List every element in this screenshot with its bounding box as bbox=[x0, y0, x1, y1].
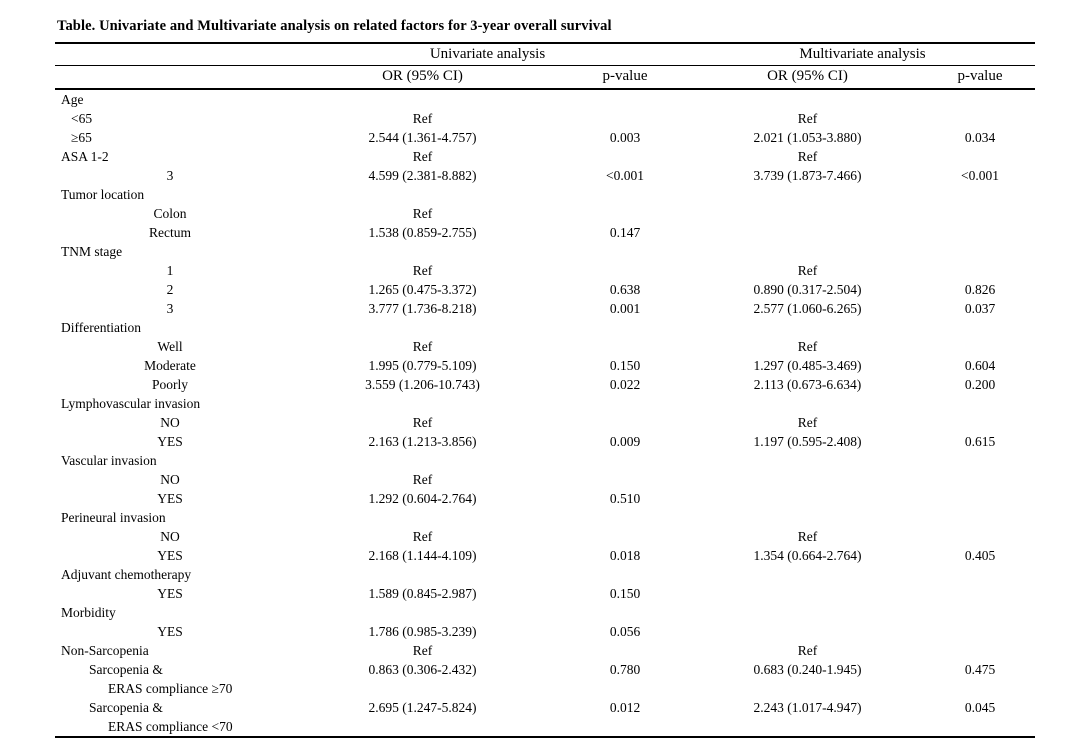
univariate-p-cell bbox=[560, 394, 690, 413]
multivariate-or-cell bbox=[690, 717, 925, 737]
univariate-p-cell: 0.150 bbox=[609, 358, 641, 373]
table-row bbox=[55, 147, 1035, 166]
univariate-or-cell bbox=[285, 508, 560, 527]
row-label-cell: ASA 1-2 bbox=[61, 149, 109, 164]
multivariate-p-cell bbox=[925, 109, 1035, 128]
univariate-p-cell: <0.001 bbox=[606, 168, 644, 183]
row-label-cell: NO bbox=[160, 529, 180, 544]
table-row bbox=[55, 717, 1035, 737]
multivariate-p-cell bbox=[925, 489, 1035, 508]
univariate-or-cell bbox=[285, 242, 560, 261]
table-row bbox=[55, 584, 1035, 603]
univariate-p-cell: 0.147 bbox=[609, 225, 641, 240]
univariate-p-cell bbox=[560, 204, 690, 223]
univariate-p-cell bbox=[560, 508, 690, 527]
univariate-p-cell: 0.003 bbox=[609, 130, 641, 145]
multivariate-or-cell bbox=[690, 508, 925, 527]
univariate-p-cell: 0.018 bbox=[609, 548, 641, 563]
univariate-p-cell bbox=[560, 89, 690, 109]
multivariate-p-cell bbox=[925, 679, 1035, 698]
univariate-or-cell: Ref bbox=[412, 111, 433, 126]
multivariate-p-cell bbox=[925, 508, 1035, 527]
univariate-p-cell bbox=[560, 318, 690, 337]
multivariate-p-cell bbox=[925, 89, 1035, 109]
row-label-cell: YES bbox=[157, 624, 183, 639]
table-row bbox=[55, 603, 1035, 622]
univariate-p-cell bbox=[560, 242, 690, 261]
univariate-or-cell bbox=[285, 185, 560, 204]
univariate-or-cell: Ref bbox=[412, 339, 433, 354]
multivariate-group-header: Multivariate analysis bbox=[690, 43, 1035, 65]
univariate-p-cell: 0.510 bbox=[609, 491, 641, 506]
univariate-or-cell: 3.559 (1.206-10.743) bbox=[365, 377, 480, 392]
multivariate-or-cell: 2.577 (1.060-6.265) bbox=[753, 301, 862, 316]
univariate-or-cell: 1.786 (0.985-3.239) bbox=[368, 624, 477, 639]
table-row bbox=[55, 432, 1035, 451]
row-label-cell: ERAS compliance ≥70 bbox=[108, 681, 233, 696]
multivariate-p-cell: 0.615 bbox=[964, 434, 996, 449]
univariate-or-cell: Ref bbox=[412, 529, 433, 544]
table-row bbox=[55, 356, 1035, 375]
univariate-p-header: p-value bbox=[560, 65, 690, 89]
multivariate-or-cell bbox=[690, 185, 925, 204]
univariate-p-cell: 0.150 bbox=[609, 586, 641, 601]
row-label-cell: Colon bbox=[153, 206, 187, 221]
table-row bbox=[55, 299, 1035, 318]
multivariate-p-cell bbox=[925, 185, 1035, 204]
multivariate-p-cell bbox=[925, 584, 1035, 603]
univariate-or-cell: 2.695 (1.247-5.824) bbox=[368, 700, 477, 715]
multivariate-or-cell: 2.021 (1.053-3.880) bbox=[753, 130, 862, 145]
multivariate-or-cell: Ref bbox=[797, 339, 818, 354]
table-row bbox=[55, 622, 1035, 641]
multivariate-or-cell bbox=[690, 622, 925, 641]
univariate-or-cell bbox=[285, 89, 560, 109]
row-label-cell: Differentiation bbox=[61, 320, 141, 335]
row-label-cell: 3 bbox=[166, 168, 174, 183]
row-label-cell: 3 bbox=[166, 301, 174, 316]
univariate-p-cell bbox=[560, 337, 690, 356]
multivariate-or-cell bbox=[690, 603, 925, 622]
univariate-or-cell bbox=[285, 603, 560, 622]
multivariate-or-cell: 0.683 (0.240-1.945) bbox=[753, 662, 862, 677]
multivariate-or-cell bbox=[690, 565, 925, 584]
multivariate-p-cell bbox=[925, 717, 1035, 737]
multivariate-or-cell: 1.297 (0.485-3.469) bbox=[753, 358, 862, 373]
table-row bbox=[55, 204, 1035, 223]
table-row bbox=[55, 641, 1035, 660]
multivariate-or-cell bbox=[690, 470, 925, 489]
univariate-or-cell: Ref bbox=[412, 472, 433, 487]
multivariate-p-cell bbox=[925, 337, 1035, 356]
multivariate-p-cell bbox=[925, 565, 1035, 584]
multivariate-p-cell bbox=[925, 413, 1035, 432]
row-label-cell: NO bbox=[160, 472, 180, 487]
multivariate-p-cell bbox=[925, 470, 1035, 489]
multivariate-p-cell: 0.034 bbox=[964, 130, 996, 145]
multivariate-or-cell: Ref bbox=[797, 529, 818, 544]
column-header-row bbox=[55, 65, 1035, 89]
table-row bbox=[55, 470, 1035, 489]
multivariate-or-cell: 2.113 (0.673-6.634) bbox=[753, 377, 862, 392]
row-label-cell: Morbidity bbox=[61, 605, 116, 620]
row-label-cell: 2 bbox=[166, 282, 174, 297]
univariate-or-cell bbox=[285, 679, 560, 698]
univariate-p-cell bbox=[560, 109, 690, 128]
row-label-cell: TNM stage bbox=[61, 244, 123, 259]
univariate-or-cell: 1.265 (0.475-3.372) bbox=[368, 282, 477, 297]
row-label-cell: ≥65 bbox=[71, 130, 92, 145]
multivariate-or-cell bbox=[690, 584, 925, 603]
row-label-cell: YES bbox=[157, 434, 183, 449]
table-row bbox=[55, 527, 1035, 546]
table-row bbox=[55, 565, 1035, 584]
univariate-or-cell: 0.863 (0.306-2.432) bbox=[368, 662, 477, 677]
multivariate-p-cell: <0.001 bbox=[961, 168, 1000, 183]
multivariate-or-cell: 2.243 (1.017-4.947) bbox=[753, 700, 862, 715]
multivariate-p-cell bbox=[925, 451, 1035, 470]
univariate-p-cell bbox=[560, 565, 690, 584]
row-label-cell: <65 bbox=[71, 111, 93, 126]
multivariate-or-cell bbox=[690, 451, 925, 470]
multivariate-p-cell bbox=[925, 261, 1035, 280]
multivariate-or-cell: 1.354 (0.664-2.764) bbox=[753, 548, 862, 563]
univariate-or-cell: 2.544 (1.361-4.757) bbox=[368, 130, 477, 145]
analysis-table bbox=[55, 42, 1035, 738]
univariate-or-cell bbox=[285, 565, 560, 584]
univariate-p-cell: 0.001 bbox=[609, 301, 641, 316]
table-row bbox=[55, 394, 1035, 413]
multivariate-p-cell: 0.475 bbox=[964, 662, 996, 677]
multivariate-p-cell: 0.045 bbox=[964, 700, 996, 715]
multivariate-p-cell bbox=[925, 641, 1035, 660]
univariate-or-cell: 1.995 (0.779-5.109) bbox=[368, 358, 477, 373]
univariate-or-cell: Ref bbox=[412, 206, 433, 221]
table-body bbox=[55, 89, 1035, 737]
row-label-cell: Perineural invasion bbox=[61, 510, 166, 525]
univariate-or-cell: Ref bbox=[412, 263, 433, 278]
table-row bbox=[55, 451, 1035, 470]
univariate-or-cell bbox=[285, 451, 560, 470]
univariate-p-cell bbox=[560, 527, 690, 546]
table-row bbox=[55, 337, 1035, 356]
univariate-p-cell: 0.012 bbox=[609, 700, 641, 715]
multivariate-or-cell: 1.197 (0.595-2.408) bbox=[753, 434, 862, 449]
row-label-cell: 1 bbox=[166, 263, 174, 278]
multivariate-p-cell bbox=[925, 223, 1035, 242]
multivariate-p-cell bbox=[925, 527, 1035, 546]
table-row bbox=[55, 660, 1035, 679]
empty-header-cell bbox=[55, 43, 285, 65]
table-row bbox=[55, 89, 1035, 109]
multivariate-or-cell bbox=[690, 489, 925, 508]
table-row bbox=[55, 375, 1035, 394]
univariate-or-cell: 4.599 (2.381-8.882) bbox=[368, 168, 477, 183]
table-row bbox=[55, 261, 1035, 280]
row-label-cell: Sarcopenia & bbox=[89, 700, 163, 715]
multivariate-p-cell bbox=[925, 318, 1035, 337]
univariate-or-cell bbox=[285, 318, 560, 337]
multivariate-or-cell bbox=[690, 394, 925, 413]
table-row bbox=[55, 318, 1035, 337]
multivariate-or-cell bbox=[690, 318, 925, 337]
row-label-cell: Age bbox=[61, 92, 84, 107]
row-label-cell: Rectum bbox=[149, 225, 191, 240]
table-row bbox=[55, 280, 1035, 299]
univariate-p-cell: 0.009 bbox=[609, 434, 641, 449]
univariate-group-header: Univariate analysis bbox=[285, 43, 690, 65]
multivariate-or-cell bbox=[690, 242, 925, 261]
empty-header-cell bbox=[55, 65, 285, 89]
row-label-cell: Tumor location bbox=[61, 187, 145, 202]
table-row bbox=[55, 166, 1035, 185]
univariate-or-cell: 1.292 (0.604-2.764) bbox=[368, 491, 477, 506]
multivariate-p-cell bbox=[925, 622, 1035, 641]
row-label-cell: Sarcopenia & bbox=[89, 662, 163, 677]
multivariate-p-cell: 0.405 bbox=[964, 548, 996, 563]
univariate-p-cell bbox=[560, 413, 690, 432]
table-title: Table. Univariate and Multivariate analysis on related factors for 3-year overall survival bbox=[57, 18, 612, 34]
row-label-cell: Non-Sarcopenia bbox=[61, 643, 149, 658]
table-row bbox=[55, 128, 1035, 147]
univariate-or-cell: Ref bbox=[412, 415, 433, 430]
table-row bbox=[55, 489, 1035, 508]
multivariate-p-cell: 0.826 bbox=[964, 282, 996, 297]
multivariate-p-cell bbox=[925, 603, 1035, 622]
univariate-p-cell bbox=[560, 147, 690, 166]
row-label-cell: Poorly bbox=[151, 377, 188, 392]
row-label-cell: YES bbox=[157, 586, 183, 601]
row-label-cell: Adjuvant chemotherapy bbox=[61, 567, 192, 582]
row-label-cell: YES bbox=[157, 491, 183, 506]
univariate-p-cell bbox=[560, 641, 690, 660]
table-row bbox=[55, 185, 1035, 204]
univariate-or-cell bbox=[285, 717, 560, 737]
multivariate-or-cell: Ref bbox=[797, 263, 818, 278]
univariate-p-cell: 0.022 bbox=[609, 377, 641, 392]
univariate-or-cell: Ref bbox=[412, 643, 433, 658]
univariate-p-cell: 0.780 bbox=[609, 662, 641, 677]
table-row bbox=[55, 508, 1035, 527]
multivariate-p-cell bbox=[925, 242, 1035, 261]
univariate-or-cell: 3.777 (1.736-8.218) bbox=[368, 301, 477, 316]
table-row bbox=[55, 546, 1035, 565]
multivariate-p-header: p-value bbox=[925, 65, 1035, 89]
multivariate-or-cell bbox=[690, 89, 925, 109]
univariate-or-header: OR (95% CI) bbox=[285, 65, 560, 89]
univariate-or-cell: 2.168 (1.144-4.109) bbox=[368, 548, 477, 563]
table-row bbox=[55, 109, 1035, 128]
univariate-p-cell bbox=[560, 185, 690, 204]
univariate-p-cell bbox=[560, 470, 690, 489]
group-header-row bbox=[55, 43, 1035, 65]
univariate-or-cell bbox=[285, 394, 560, 413]
table-row bbox=[55, 413, 1035, 432]
row-label-cell: Vascular invasion bbox=[61, 453, 157, 468]
multivariate-or-cell bbox=[690, 204, 925, 223]
multivariate-p-cell bbox=[925, 147, 1035, 166]
multivariate-p-cell bbox=[925, 394, 1035, 413]
univariate-p-cell bbox=[560, 603, 690, 622]
univariate-or-cell: Ref bbox=[412, 149, 433, 164]
multivariate-p-cell: 0.200 bbox=[964, 377, 996, 392]
univariate-p-cell bbox=[560, 679, 690, 698]
multivariate-or-cell bbox=[690, 223, 925, 242]
row-label-cell: Well bbox=[157, 339, 183, 354]
table-row bbox=[55, 242, 1035, 261]
univariate-or-cell: 1.538 (0.859-2.755) bbox=[368, 225, 477, 240]
row-label-cell: Moderate bbox=[144, 358, 196, 373]
multivariate-p-cell: 0.604 bbox=[964, 358, 996, 373]
multivariate-p-cell: 0.037 bbox=[964, 301, 996, 316]
multivariate-or-cell: 0.890 (0.317-2.504) bbox=[753, 282, 862, 297]
multivariate-or-cell: 3.739 (1.873-7.466) bbox=[753, 168, 862, 183]
multivariate-or-cell bbox=[690, 679, 925, 698]
multivariate-or-cell: Ref bbox=[797, 111, 818, 126]
multivariate-or-header: OR (95% CI) bbox=[690, 65, 925, 89]
multivariate-or-cell: Ref bbox=[797, 643, 818, 658]
row-label-cell: Lymphovascular invasion bbox=[61, 396, 201, 411]
table-row bbox=[55, 679, 1035, 698]
univariate-or-cell: 2.163 (1.213-3.856) bbox=[368, 434, 477, 449]
univariate-p-cell bbox=[560, 261, 690, 280]
multivariate-or-cell: Ref bbox=[797, 415, 818, 430]
table-row bbox=[55, 223, 1035, 242]
row-label-cell: ERAS compliance <70 bbox=[55, 717, 285, 737]
multivariate-or-cell: Ref bbox=[797, 149, 818, 164]
univariate-or-cell: 1.589 (0.845-2.987) bbox=[368, 586, 477, 601]
univariate-p-cell bbox=[560, 717, 690, 737]
univariate-p-cell: 0.056 bbox=[609, 624, 641, 639]
row-label-cell: NO bbox=[160, 415, 180, 430]
row-label-cell: YES bbox=[157, 548, 183, 563]
univariate-p-cell bbox=[560, 451, 690, 470]
table-row bbox=[55, 698, 1035, 717]
multivariate-p-cell bbox=[925, 204, 1035, 223]
univariate-p-cell: 0.638 bbox=[609, 282, 641, 297]
